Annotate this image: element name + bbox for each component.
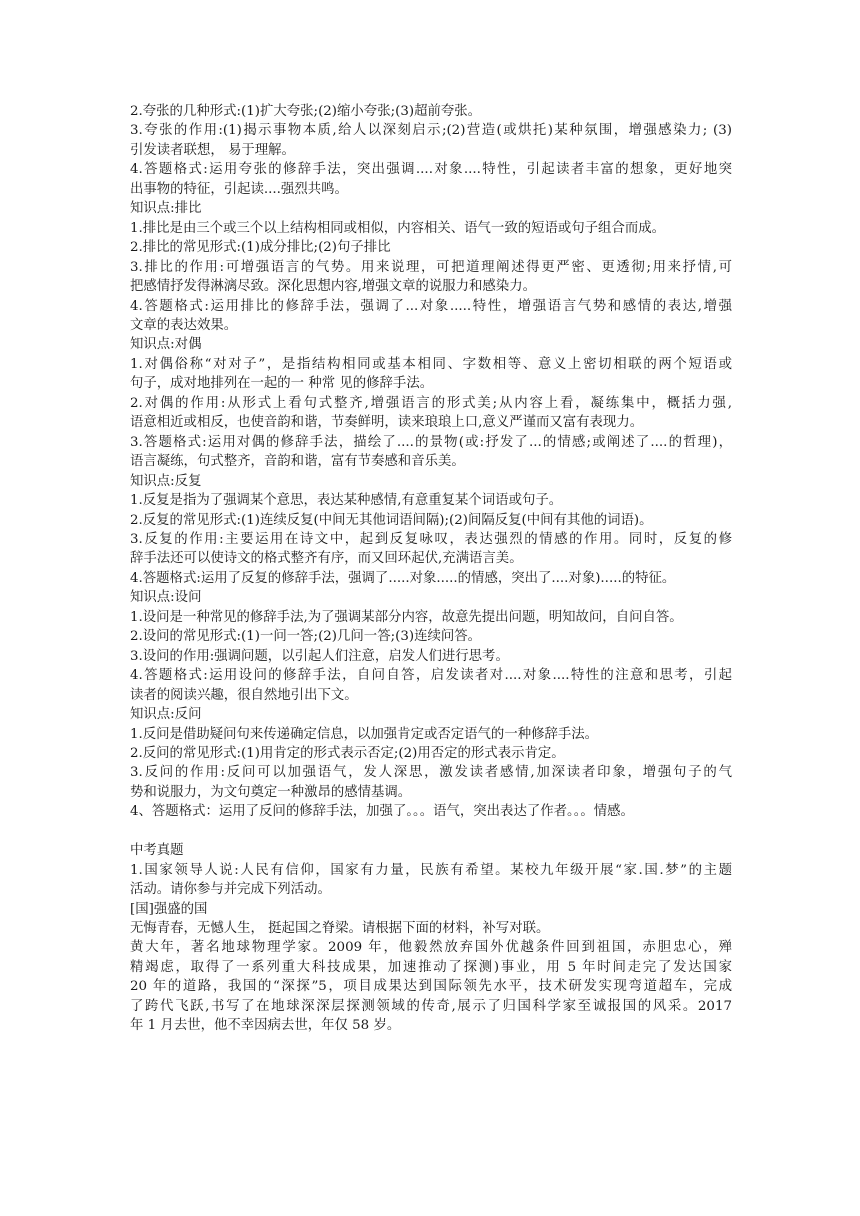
text-line: 4.答题格式:运用夸张的修辞手法，突出强调....对象....特性，引起读者丰富的想象，更好地突 — [130, 162, 732, 178]
text-line: 出事物的特征，引起读....强烈共鸣。 — [130, 181, 348, 197]
text-line: 2.反复的常见形式:(1)连续反复(中间无其他词语间隔);(2)间隔反复(中间有其他的词语)。 — [130, 512, 653, 528]
text-line: 1.排比是由三个或三个以上结构相同或相似，内容相关、语气一致的短语或句子组合而成。 — [130, 220, 666, 236]
text-line: 2.设问的常见形式:(1)一问一答;(2)几问一答;(3)连续问答。 — [130, 629, 482, 645]
text-line: 知识点:设问 — [130, 590, 202, 606]
text-line: 引发读者联想， 易于理解。 — [130, 142, 295, 158]
text-line: 句子，成对地排列在一起的一 种常 见的修辞手法。 — [130, 376, 434, 392]
text-line: 4、答题格式：运用了反问的修辞手法，加强了。。。语气，突出表达了作者。。。情感。 — [130, 804, 634, 820]
text-line: 1.设问是一种常见的修辞手法,为了强调某部分内容，故意先提出问题，明知故问，自问自答。 — [130, 609, 683, 625]
text-line: 1.反复是指为了强调某个意思，表达某种感情,有意重复某个词语或句子。 — [130, 493, 563, 509]
text-line: 辞手法还可以使诗文的格式整齐有序，而又回环起伏,充满语言美。 — [130, 551, 523, 567]
text-line: 1.国家领导人说:人民有信仰，国家有力量，民族有希望。某校九年级开展“家.国.梦”的主题 — [130, 862, 732, 878]
text-line: 4.答题格式:运用排比的修辞手法，强调了...对象.....特性，增强语言气势和感情的表达,增强 — [130, 298, 732, 314]
text-line: [国]强盛的国 — [130, 901, 208, 917]
text-line: 把感情抒发得淋漓尽致。深化思想内容,增强文章的说服力和感染力。 — [130, 279, 536, 295]
text-line: 2.排比的常见形式:(1)成分排比;(2)句子排比 — [130, 240, 391, 256]
text-line: 2.夸张的几种形式:(1)扩大夸张;(2)缩小夸张;(3)超前夸张。 — [130, 104, 482, 119]
text-line: 了跨代飞跃,书写了在地球深深层探测领域的传奇,展示了归国科学家至诚报国的风采。2017 — [130, 998, 732, 1014]
text-line: 黄大年，著名地球物理学家。2009 年，他毅然放弃国外优越条件回到祖国，赤胆忠心，殚 — [130, 940, 732, 956]
text-line: 2.反问的常见形式:(1)用肯定的形式表示否定;(2)用否定的形式表示肯定。 — [130, 745, 565, 761]
text-line: 语言凝练，句式整齐，音韵和谐，富有节奏感和音乐美。 — [130, 454, 465, 470]
text-line: 知识点:反复 — [130, 473, 202, 489]
text-line: 3.设问的作用:强调问题，以引起人们注意，启发人们进行思考。 — [130, 648, 509, 664]
text-line: 文章的表达效果。 — [130, 317, 238, 333]
text-line: 3.夸张的作用:(1)揭示事物本质,给人以深刻启示;(2)营造(或烘托)某种氛围，增强感染力; (3) — [130, 123, 732, 139]
blank-line — [130, 822, 732, 841]
text-line: 知识点:排比 — [130, 201, 202, 217]
text-line: 20 年的道路，我国的“深探”5，项目成果达到国际领先水平，技术研发实现弯道超车，完成 — [130, 979, 732, 995]
text-line: 3.反问的作用:反问可以加强语气，发人深思，激发读者感情,加深读者印象，增强句子的气 — [130, 765, 732, 781]
text-line: 知识点:对偶 — [130, 337, 202, 353]
text-line: 2.对偶的作用:从形式上看句式整齐,增强语言的形式美;从内容上看，凝练集中，概括力强, — [130, 395, 732, 411]
text-line: 3.排比的作用:可增强语言的气势。用来说理，可把道理阐述得更严密、更透彻;用来抒情,可 — [130, 259, 732, 275]
text-line: 1.反问是借助疑问句来传递确定信息，以加强肯定或否定语气的一种修辞手法。 — [130, 726, 599, 742]
text-line: 精竭虑，取得了一系列重大科技成果，加速推动了探测)事业，用 5 年时间走完了发达国家 — [130, 959, 732, 975]
text-line: 中考真题 — [130, 843, 184, 859]
document-page — [130, 102, 732, 1036]
text-line: 知识点:反问 — [130, 707, 202, 723]
text-line: 读者的阅读兴趣，很自然地引出下文。 — [130, 687, 358, 703]
text-line: 无悔青春，无憾人生， 挺起国之脊梁。请根据下面的材料，补写对联。 — [130, 921, 550, 937]
text-line: 3.反复的作用:主要运用在诗文中，起到反复咏叹，表达强烈的情感的作用。同时，反复的修 — [130, 531, 732, 547]
text-line: 语意相近或相反，也使音韵和谐，节奏鲜明，读来琅琅上口,意义严谨而又富有表现力。 — [130, 415, 644, 431]
text-line: 4.答题格式:运用设问的修辞手法，自问自答，启发读者对....对象....特性的注意和思考，引起 — [130, 668, 732, 684]
text-line: 势和说服力，为文句奠定一种激昂的感情基调。 — [130, 784, 412, 800]
text-line: 4.答题格式:运用了反复的修辞手法，强调了.....对象.....的情感，突出了....对象).....的特征。 — [130, 570, 676, 586]
text-line: 活动。请你参与并完成下列活动。 — [130, 882, 331, 898]
text-line: 3.答题格式:运用对偶的修辞手法，描绘了....的景物(或:抒发了...的情感;或阐述了....的哲理)， — [130, 434, 732, 450]
text-line: 1.对偶俗称“对对子”，是指结构相同或基本相同、字数相等、意义上密切相联的两个短语或 — [130, 356, 732, 372]
text-line: 年 1 月去世，他不幸因病去世，年仅 58 岁。 — [130, 1018, 401, 1034]
